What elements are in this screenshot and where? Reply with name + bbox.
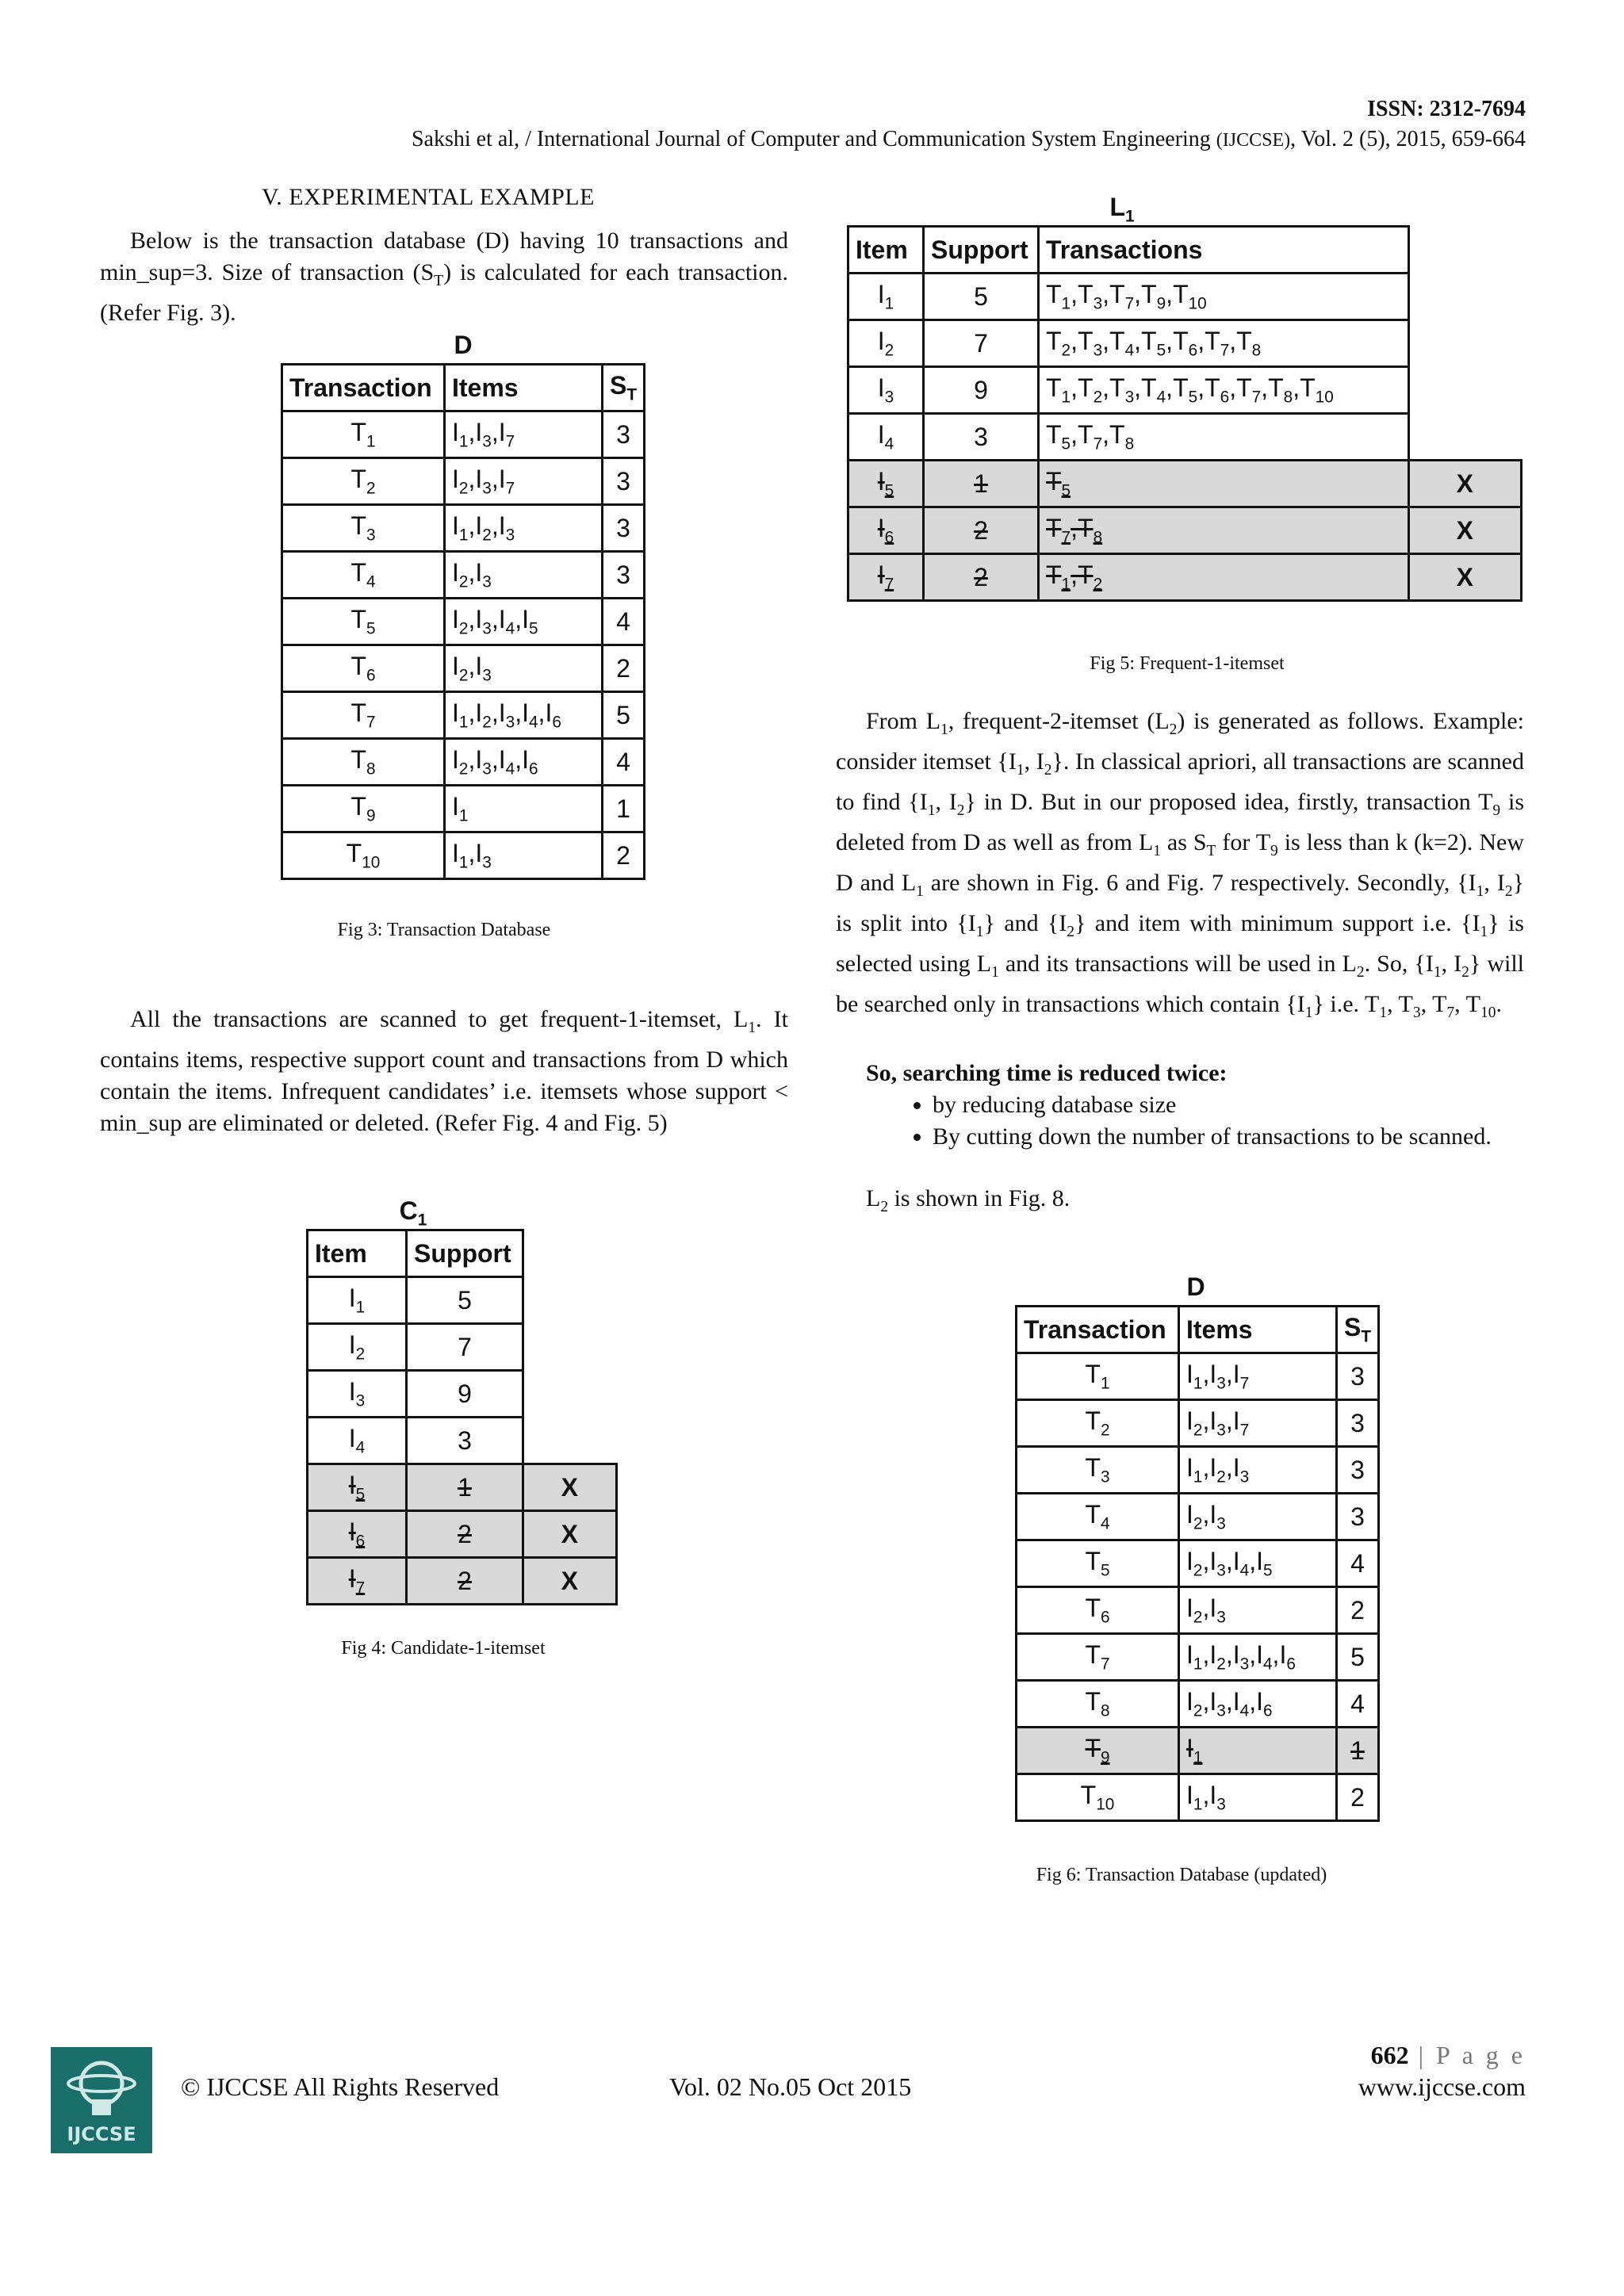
transactions-cell: $T_5,T_7,T_8$	[1039, 414, 1409, 461]
size-cell: 4	[603, 739, 645, 786]
bullet-item: • By cutting down the number of transactions to be scanned.	[933, 1121, 1524, 1153]
transaction-cell: $T_4$	[1017, 1494, 1179, 1540]
item-cell: $I_5$	[308, 1464, 407, 1511]
transaction-cell: $T_8$	[1017, 1681, 1179, 1728]
items-cell: $I_2,I_3,I_4,I_5$	[445, 599, 603, 645]
table-row	[1017, 1634, 1379, 1681]
size-cell: 3	[1337, 1494, 1379, 1540]
website: www.ijccse.com	[1358, 2072, 1526, 2101]
bullet-item: • by reducing database size	[933, 1089, 1524, 1121]
transaction-cell: $T_2$	[282, 458, 445, 505]
empty-cell	[1409, 274, 1522, 320]
transactions-cell: $T_1,T_2$	[1039, 554, 1409, 601]
transaction-cell: $T_3$	[282, 505, 445, 552]
table-row	[848, 320, 1522, 367]
table-row	[848, 414, 1522, 461]
fig3-table-figure	[281, 327, 645, 880]
size-cell: 2	[1337, 1774, 1379, 1821]
running-head-tail: , Vol. 2 (5), 2015, 659-664	[1290, 127, 1526, 151]
table-row	[282, 692, 645, 739]
transaction-cell: $T_5$	[1017, 1540, 1179, 1587]
table-row	[282, 739, 645, 786]
eliminated-mark: X	[523, 1464, 617, 1511]
empty-cell	[1409, 367, 1522, 414]
ijccse-logo	[51, 2047, 152, 2153]
transaction-cell: $T_5$	[282, 599, 445, 645]
size-cell: 3	[603, 552, 645, 599]
running-head	[412, 127, 1526, 152]
empty-cell	[523, 1277, 617, 1324]
table-row	[282, 832, 645, 879]
empty-cell	[1409, 227, 1522, 274]
support-cell: 2	[924, 507, 1039, 554]
transactions-cell: $T_1,T_3,T_7,T_9,T_{10}$	[1039, 274, 1409, 320]
table-row	[308, 1371, 617, 1418]
size-cell: 3	[1337, 1447, 1379, 1494]
table-row	[1017, 1774, 1379, 1821]
table-row	[282, 458, 645, 505]
transactions-cell: $T_5$	[1039, 461, 1409, 507]
right-paragraph-2: $L_2$ is shown in Fig. 8.	[866, 1185, 1071, 1215]
transaction-cell: $T_2$	[1017, 1400, 1179, 1447]
running-head-main: Sakshi et al, / International Journal of Computer and Communication System Engineering	[411, 127, 1216, 151]
eliminated-mark: X	[523, 1511, 617, 1558]
item-cell: $I_4$	[308, 1418, 407, 1464]
header-support: Support	[407, 1230, 523, 1277]
fig4-table	[306, 1229, 618, 1605]
fig5-table	[847, 225, 1522, 602]
support-cell: 2	[407, 1558, 523, 1605]
transaction-cell: $T_1$	[282, 411, 445, 458]
size-cell: 3	[603, 505, 645, 552]
header-item: Item	[308, 1230, 407, 1277]
right-column-text	[836, 706, 1524, 1223]
table-row	[1017, 1494, 1379, 1540]
transaction-cell: $T_7$	[282, 692, 445, 739]
size-cell: 1	[1337, 1728, 1379, 1774]
items-cell: $I_1$	[445, 786, 603, 832]
transaction-cell: $T_6$	[282, 645, 445, 692]
page-number	[1371, 2041, 1526, 2070]
item-cell: $I_4$	[848, 414, 924, 461]
deleted-row	[1017, 1728, 1379, 1774]
empty-cell	[523, 1418, 617, 1464]
empty-cell	[523, 1230, 617, 1277]
transaction-cell: $T_{10}$	[282, 832, 445, 879]
table-row	[282, 505, 645, 552]
items-cell: $I_2,I_3$	[1179, 1494, 1337, 1540]
paragraph-text: Below is the transaction database (D) having 10 transactions and min_sup=3. Size of transaction $(S_T)$ is calculated for each transaction. (Refer Fig. 3).	[100, 228, 789, 326]
logo-text: IJCCSE	[67, 2123, 136, 2145]
bullet-list	[806, 1089, 1524, 1153]
transaction-cell: $T_9$	[282, 786, 445, 832]
size-cell: 3	[1337, 1353, 1379, 1400]
eliminated-mark: X	[523, 1558, 617, 1605]
size-cell: 3	[603, 411, 645, 458]
items-cell: $I_1,I_2,I_3$	[1179, 1447, 1337, 1494]
item-cell: $I_2$	[848, 320, 924, 367]
running-head-abbr: (IJCCSE)	[1216, 130, 1291, 151]
transaction-cell: $T_7$	[1017, 1634, 1179, 1681]
table-row	[1017, 1447, 1379, 1494]
fig3-table	[281, 363, 645, 880]
transaction-cell: $T_1$	[1017, 1353, 1179, 1400]
right-paragraph-1: From $L_1$, frequent-2-itemset $(L_2)$ is generated as follows. Example: consider itemset {$I_1$, $I_2$}. In classical apriori, all transactions are scanned to find {$I_1$, $I_2$} in D. But in our proposed idea, firstly, transaction $T_9$ is deleted from D as well as from $L_1$ as $S_T$ for $T_9$ is less than k (k=2). New D and $L_1$ are shown in Fig. 6 and Fig. 7 respectively. Secondly, {$I_1$, $I_2$} is split into $\{I_1\}$ and $\{I_2\}$ and item with minimum support i.e. $\{I_1\}$ is selected using $L_1$ and its transactions will be used in $L_2$. So, {$I_1$, $I_2$} will be searched only in transactions which contain $\{I_1\}$ i.e. $T_1$, $T_3$, $T_7$, $T_{10}$.	[836, 708, 1525, 1021]
header-items: Items	[1179, 1307, 1337, 1353]
items-cell: $I_1,I_3,I_7$	[445, 411, 603, 458]
table-row	[1017, 1587, 1379, 1634]
items-cell: $I_2,I_3$	[1179, 1587, 1337, 1634]
transaction-cell: $T_9$	[1017, 1728, 1179, 1774]
items-cell: $I_2,I_3,I_7$	[445, 458, 603, 505]
support-cell: 7	[924, 320, 1039, 367]
items-cell: $I_1,I_3$	[445, 832, 603, 879]
fig5-table-figure	[847, 189, 1522, 602]
transactions-cell: $T_7,T_8$	[1039, 507, 1409, 554]
table-row	[282, 411, 645, 458]
size-cell: 2	[603, 645, 645, 692]
header-st: $S_T$	[603, 365, 645, 411]
header-transactions: Transactions	[1039, 227, 1409, 274]
fig4-table-figure	[306, 1192, 618, 1605]
transactions-cell: $T_2,T_3,T_4,T_5,T_6,T_7,T_8$	[1039, 320, 1409, 367]
deleted-row	[308, 1511, 617, 1558]
page-label: | P a g e	[1408, 2041, 1526, 2069]
table-row	[308, 1324, 617, 1371]
table-row	[282, 786, 645, 832]
deleted-row	[308, 1464, 617, 1511]
fig6-caption: Fig 6: Transaction Database (updated)	[1036, 1865, 1327, 1885]
fig3-title: D	[454, 331, 473, 359]
fig4-caption: Fig 4: Candidate-1-itemset	[341, 1638, 546, 1659]
empty-cell	[523, 1371, 617, 1418]
transaction-cell: $T_{10}$	[1017, 1774, 1179, 1821]
support-cell: 3	[924, 414, 1039, 461]
items-cell: $I_1,I_2,I_3$	[445, 505, 603, 552]
items-cell: $I_1$	[1179, 1728, 1337, 1774]
item-cell: $I_1$	[848, 274, 924, 320]
table-row	[282, 552, 645, 599]
size-cell: 4	[1337, 1540, 1379, 1587]
size-cell: 1	[603, 786, 645, 832]
items-cell: $I_2,I_3,I_4,I_6$	[1179, 1681, 1337, 1728]
table-row	[1017, 1400, 1379, 1447]
empty-cell	[1409, 320, 1522, 367]
size-cell: 4	[603, 599, 645, 645]
table-row	[1017, 1681, 1379, 1728]
fig3-caption: Fig 3: Transaction Database	[337, 920, 551, 940]
item-cell: $I_7$	[848, 554, 924, 601]
support-cell: 2	[924, 554, 1039, 601]
items-cell: $I_2,I_3$	[445, 552, 603, 599]
item-cell: $I_2$	[308, 1324, 407, 1371]
header-st: $S_T$	[1337, 1307, 1379, 1353]
logo-emblem-icon	[51, 2047, 152, 2153]
table-row	[848, 274, 1522, 320]
items-cell: $I_1,I_3,I_7$	[1179, 1353, 1337, 1400]
items-cell: $I_1,I_3$	[1179, 1774, 1337, 1821]
size-cell: 2	[603, 832, 645, 879]
support-cell: 9	[407, 1371, 523, 1418]
header-item: Item	[848, 227, 924, 274]
items-cell: $I_2,I_3,I_4,I_6$	[445, 739, 603, 786]
table-row	[1017, 1353, 1379, 1400]
header-transaction: Transaction	[282, 365, 445, 411]
bold-line: So, searching time is reduced twice:	[866, 1060, 1228, 1086]
support-cell: 7	[407, 1324, 523, 1371]
deleted-row	[848, 461, 1522, 507]
page-number-value: 662	[1370, 2041, 1409, 2069]
items-cell: $I_1,I_2,I_3,I_4,I_6$	[445, 692, 603, 739]
transaction-cell: $T_4$	[282, 552, 445, 599]
transactions-cell: $T_1,T_2,T_3,T_4,T_5,T_6,T_7,T_8,T_{10}$	[1039, 367, 1409, 414]
issn: ISSN: 2312-7694	[1367, 97, 1526, 121]
size-cell: 3	[603, 458, 645, 505]
empty-cell	[1409, 414, 1522, 461]
item-cell: $I_1$	[308, 1277, 407, 1324]
items-cell: $I_1,I_2,I_3,I_4,I_6$	[1179, 1634, 1337, 1681]
paragraph-text: All the transactions are scanned to get frequent-1-itemset, $L_1$. It contains items, respective support count and transactions from D which contain the items. Infrequent candidates’ i.e. itemsets whose support < min_sup are eliminated or deleted. (Refer Fig. 4 and Fig. 5)	[100, 1006, 789, 1136]
table-row	[1017, 1540, 1379, 1587]
item-cell: $I_3$	[848, 367, 924, 414]
volume-info: Vol. 02 No.05 Oct 2015	[669, 2072, 912, 2101]
deleted-row	[848, 554, 1522, 601]
support-cell: 1	[407, 1464, 523, 1511]
table-row	[308, 1277, 617, 1324]
left-paragraph-2	[100, 1004, 788, 1139]
deleted-row	[848, 507, 1522, 554]
fig5-title: $L_1$	[1109, 193, 1135, 226]
support-cell: 9	[924, 367, 1039, 414]
header-support: Support	[924, 227, 1039, 274]
table-row	[282, 645, 645, 692]
support-cell: 3	[407, 1418, 523, 1464]
size-cell: 4	[1337, 1681, 1379, 1728]
support-cell: 1	[924, 461, 1039, 507]
item-cell: $I_6$	[308, 1511, 407, 1558]
fig6-title: D	[1186, 1272, 1205, 1301]
support-cell: 5	[924, 274, 1039, 320]
fig6-table-figure	[1015, 1269, 1380, 1822]
item-cell: $I_5$	[848, 461, 924, 507]
left-paragraph-1	[100, 225, 788, 329]
table-row	[282, 599, 645, 645]
eliminated-mark: X	[1409, 461, 1522, 507]
header-transaction: Transaction	[1017, 1307, 1179, 1353]
support-cell: 2	[407, 1511, 523, 1558]
transaction-cell: $T_8$	[282, 739, 445, 786]
size-cell: 2	[1337, 1587, 1379, 1634]
header-items: Items	[445, 365, 603, 411]
fig4-title: $C_1$	[399, 1196, 427, 1230]
size-cell: 5	[1337, 1634, 1379, 1681]
item-cell: $I_7$	[308, 1558, 407, 1605]
section-title: V. EXPERIMENTAL EXAMPLE	[262, 184, 595, 210]
table-row	[848, 367, 1522, 414]
fig6-table	[1015, 1305, 1380, 1822]
transaction-cell: $T_6$	[1017, 1587, 1179, 1634]
support-cell: 5	[407, 1277, 523, 1324]
transaction-cell: $T_3$	[1017, 1447, 1179, 1494]
eliminated-mark: X	[1409, 554, 1522, 601]
item-cell: $I_6$	[848, 507, 924, 554]
size-cell: 3	[1337, 1400, 1379, 1447]
items-cell: $I_2,I_3$	[445, 645, 603, 692]
size-cell: 5	[603, 692, 645, 739]
fig5-caption: Fig 5: Frequent-1-itemset	[1090, 653, 1285, 674]
item-cell: $I_3$	[308, 1371, 407, 1418]
eliminated-mark: X	[1409, 507, 1522, 554]
table-row	[308, 1418, 617, 1464]
deleted-row	[308, 1558, 617, 1605]
items-cell: $I_2,I_3,I_4,I_5$	[1179, 1540, 1337, 1587]
empty-cell	[523, 1324, 617, 1371]
copyright: © IJCCSE All Rights Reserved	[181, 2072, 500, 2101]
items-cell: $I_2,I_3,I_7$	[1179, 1400, 1337, 1447]
